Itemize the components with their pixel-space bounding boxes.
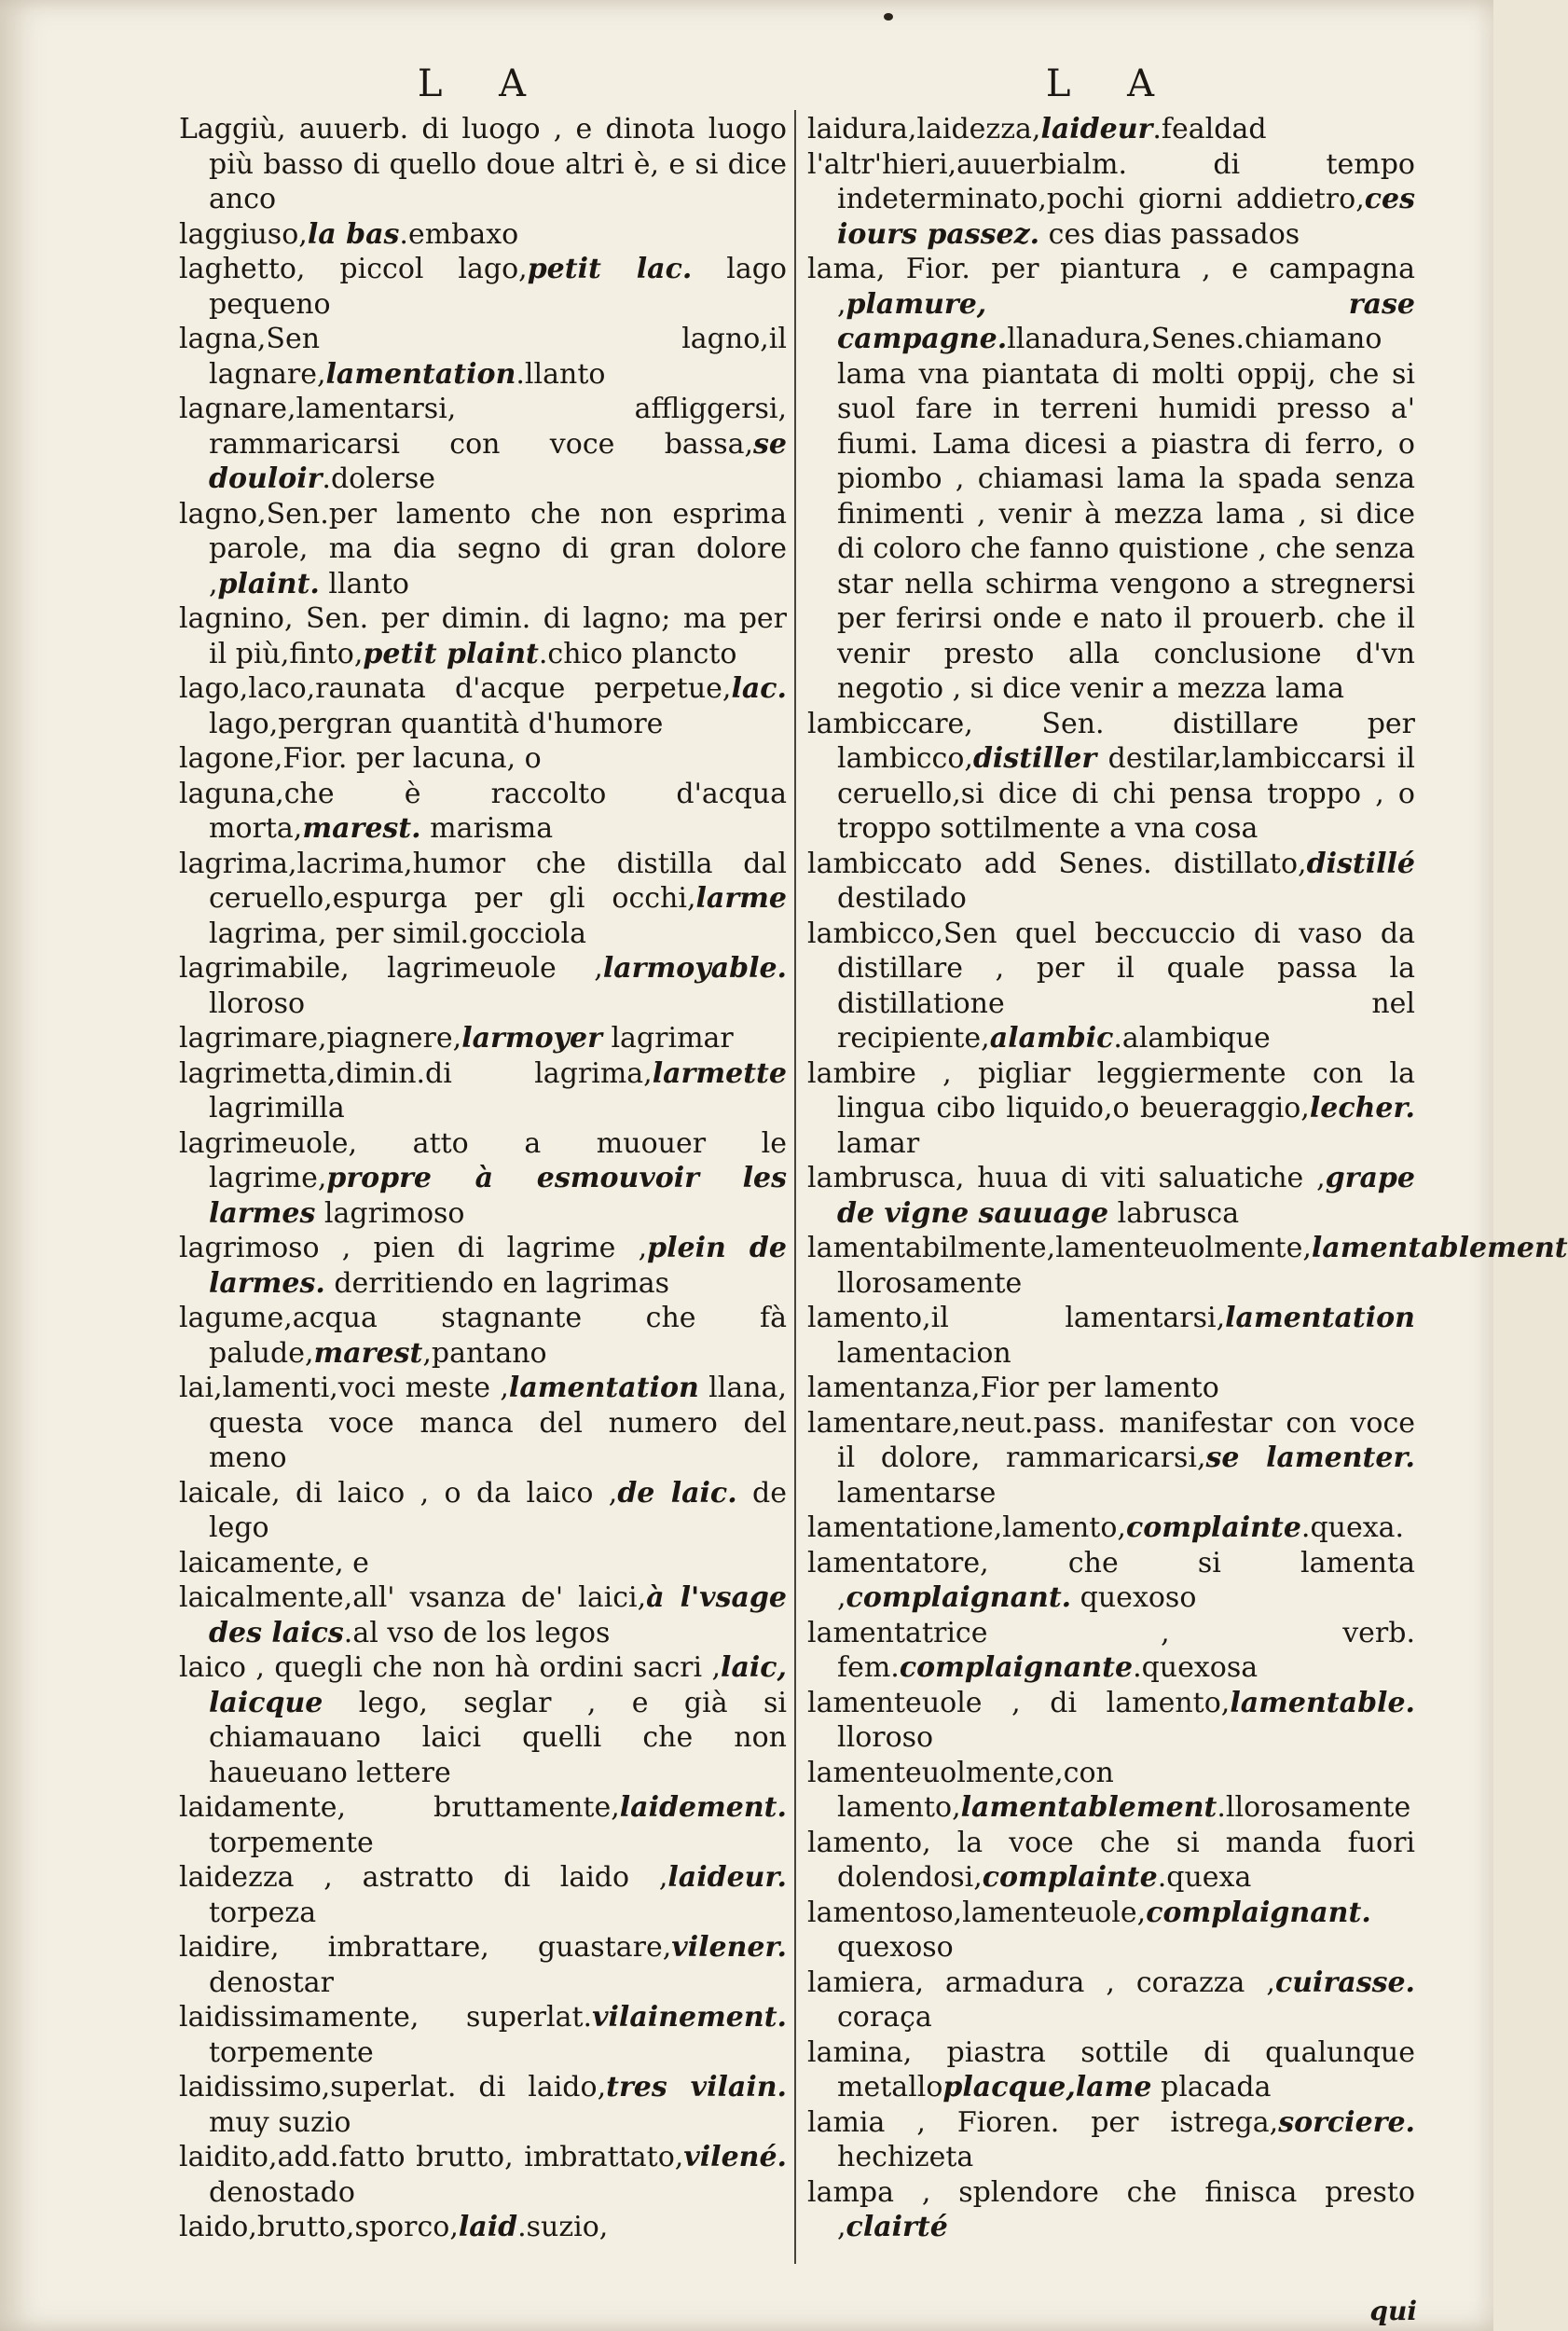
entry-french-translation: lamentablement bbox=[960, 1791, 1217, 1824]
dictionary-entry bbox=[807, 1231, 1568, 1301]
dictionary-entry bbox=[807, 1756, 1415, 1826]
entry-french-translation: marest bbox=[313, 1336, 423, 1370]
entry-italian-text: laidito,add.fatto brutto, imbrattato, bbox=[179, 2141, 684, 2173]
entry-spanish-text: denostar bbox=[209, 1965, 335, 1999]
dictionary-entry bbox=[807, 1896, 1415, 1965]
dictionary-entry bbox=[807, 147, 1415, 253]
entry-spanish-text: lamentacion bbox=[837, 1336, 1011, 1370]
entry-french-translation: complaignante bbox=[899, 1651, 1134, 1684]
dictionary-entry bbox=[179, 2210, 787, 2245]
entry-italian-text: laidire, imbrattare, guastare, bbox=[179, 1931, 672, 1964]
entry-spanish-text: muy suzio bbox=[209, 2105, 351, 2139]
entry-french-translation: larme bbox=[695, 882, 787, 915]
entry-spanish-text: placada bbox=[1151, 2071, 1272, 2103]
entry-french-translation: la bas bbox=[307, 217, 400, 251]
dictionary-entry bbox=[807, 707, 1415, 847]
dictionary-entry bbox=[179, 1021, 787, 1056]
dictionary-entry bbox=[179, 2070, 787, 2140]
dictionary-entry bbox=[179, 112, 787, 217]
entry-spanish-text: .quexa bbox=[1157, 1861, 1252, 1894]
entry-spanish-text: lloroso bbox=[837, 1721, 934, 1754]
entry-french-translation: vilené. bbox=[683, 2141, 787, 2173]
entry-italian-text: lamentanza,Fior per lamento bbox=[807, 1372, 1219, 1404]
dictionary-entry bbox=[807, 2175, 1415, 2245]
entry-italian-text: lamentatrice , verb. fem. bbox=[807, 1616, 1415, 1684]
dictionary-entry bbox=[807, 1301, 1415, 1371]
entry-spanish-text: lagrimilla bbox=[209, 1092, 345, 1124]
entry-italian-text: Laggiù, auuerb. di luogo , e dinota luogo più basso di quello doue altri è, e si dice anco bbox=[179, 113, 787, 215]
dictionary-entry bbox=[807, 2035, 1415, 2105]
entry-spanish-text: .quexosa bbox=[1133, 1651, 1259, 1684]
entry-spanish-text: lagrima, per simil.gocciola bbox=[209, 917, 587, 950]
entry-spanish-text: lloroso bbox=[209, 986, 306, 1020]
entry-french-translation: sorciere. bbox=[1278, 2105, 1415, 2139]
entry-italian-text: lagrimetta,dimin.di lagrima, bbox=[179, 1056, 653, 1090]
entry-french-translation: distillé bbox=[1306, 847, 1415, 880]
right-entries bbox=[807, 112, 1568, 2245]
entry-italian-text: lagnino, Sen. per dimin. di lagno; ma per il più,finto, bbox=[179, 602, 787, 670]
entry-french-translation: placque,lame bbox=[942, 2071, 1152, 2103]
entry-french-translation: laic, laicque bbox=[209, 1651, 787, 1719]
entry-spanish-text: .chico plancto bbox=[538, 637, 737, 670]
entry-italian-text: lagrimeuole, atto a muouer le lagrime, bbox=[179, 1126, 787, 1194]
entry-french-translation: lac. bbox=[731, 672, 787, 705]
entry-italian-text: lamiera, armadura , corazza , bbox=[807, 1965, 1275, 1999]
entry-french-translation: plaint. bbox=[217, 567, 320, 600]
dictionary-entry bbox=[807, 1056, 1415, 1162]
entry-spanish-text: hechizeta bbox=[837, 2141, 974, 2173]
entry-spanish-text: .llanto bbox=[516, 357, 606, 391]
dictionary-entry bbox=[807, 1510, 1415, 1546]
entry-italian-text: lamia , Fioren. per istrega, bbox=[807, 2105, 1279, 2139]
entry-french-translation: se lamenter. bbox=[1205, 1441, 1415, 1474]
entry-french-translation: lamentation bbox=[1225, 1302, 1415, 1334]
left-entries bbox=[179, 112, 787, 2245]
entry-french-translation: grape de vigne sauuage bbox=[837, 1162, 1415, 1230]
entry-italian-text: lamentare,neut.pass. manifestar con voce il dolore, rammaricarsi, bbox=[807, 1406, 1415, 1474]
dictionary-entry bbox=[179, 2140, 787, 2210]
dictionary-entry bbox=[179, 2000, 787, 2070]
dictionary-entry bbox=[807, 1546, 1415, 1616]
entry-spanish-text: .alambique bbox=[1113, 1022, 1271, 1055]
entry-spanish-text: labrusca bbox=[1108, 1196, 1240, 1230]
entry-italian-text: lampa , splendore che finisca presto , bbox=[807, 2175, 1415, 2243]
dictionary-entry bbox=[807, 917, 1415, 1056]
entry-italian-text: laico , quegli che non hà ordini sacri , bbox=[179, 1651, 722, 1684]
entry-italian-text: laicalmente,all' vsanza de' laici, bbox=[179, 1581, 647, 1614]
entry-french-translation: laideur. bbox=[667, 1861, 787, 1894]
entry-spanish-text: destilar,lambiccarsi il ceruello,si dice di chi pensa troppo , o troppo sottilmente a vna cosa bbox=[837, 742, 1415, 845]
entry-french-translation: larmette bbox=[652, 1056, 787, 1090]
dictionary-entry bbox=[807, 1965, 1415, 2035]
entry-french-translation: laidement. bbox=[619, 1791, 787, 1824]
entry-french-translation: larmoyable. bbox=[602, 952, 787, 985]
entry-italian-text: lagrimare,piagnere, bbox=[179, 1022, 462, 1055]
entry-italian-text: lamentabilmente,lamenteuolmente, bbox=[807, 1232, 1312, 1264]
entry-french-translation: lamentation bbox=[325, 357, 516, 391]
entry-italian-text: l'altr'hieri,auuerbialm. di tempo indeterminato,pochi giorni addietro, bbox=[807, 147, 1415, 215]
ink-speck bbox=[884, 13, 893, 21]
entry-french-translation: marest. bbox=[302, 812, 421, 845]
dictionary-entry bbox=[179, 1930, 787, 2000]
entry-spanish-text: torpeza bbox=[209, 1896, 317, 1929]
dictionary-entry bbox=[807, 847, 1415, 917]
entry-italian-text: lamenteuolmente,con lamento, bbox=[807, 1756, 1114, 1824]
entry-french-translation: lecher. bbox=[1309, 1092, 1415, 1124]
catchword: qui bbox=[1369, 2296, 1417, 2326]
dictionary-entry bbox=[807, 1616, 1415, 1686]
dictionary-entry bbox=[179, 1860, 787, 1930]
entry-french-translation: clairté bbox=[846, 2211, 948, 2243]
dictionary-entry bbox=[807, 1371, 1415, 1406]
dictionary-entry bbox=[179, 217, 787, 253]
dictionary-entry bbox=[807, 2105, 1415, 2175]
dictionary-entry bbox=[179, 777, 787, 847]
entry-italian-text: laidissimamente, superlat. bbox=[179, 2001, 593, 2034]
entry-spanish-text: lago pequeno bbox=[209, 253, 787, 321]
dictionary-entry bbox=[179, 1546, 787, 1581]
dictionary-entry bbox=[807, 1686, 1415, 1756]
entry-italian-text: lagna,Sen lagno,il lagnare, bbox=[179, 323, 787, 391]
entry-spanish-text: ,pantano bbox=[422, 1336, 547, 1370]
entry-french-translation: tres vilain. bbox=[606, 2071, 787, 2103]
entry-italian-text: lagume,acqua stagnante che fà palude, bbox=[179, 1302, 787, 1370]
entry-italian-text: lagno,Sen.per lamento che non esprima parole, ma dia segno di gran dolore , bbox=[179, 497, 787, 600]
entry-italian-text: lagrima,lacrima,humor che distilla dal ceruello,espurga per gli occhi, bbox=[179, 847, 787, 915]
entry-italian-text: laguna,che è raccolto d'acqua morta, bbox=[179, 777, 787, 845]
entry-spanish-text: marisma bbox=[420, 812, 554, 845]
entry-italian-text: lagrimabile, lagrimeuole , bbox=[179, 952, 603, 985]
entry-french-translation: vilainement. bbox=[592, 2001, 787, 2034]
dictionary-entry bbox=[179, 1371, 787, 1476]
entry-spanish-text: torpemente bbox=[209, 1826, 374, 1859]
entry-french-translation: alambic bbox=[989, 1022, 1114, 1055]
dictionary-entry bbox=[179, 497, 787, 602]
entry-italian-text: laicale, di laico , o da laico , bbox=[179, 1476, 618, 1510]
entry-spanish-text: .dolerse bbox=[322, 462, 436, 495]
dictionary-entry bbox=[179, 252, 787, 322]
dictionary-entry bbox=[807, 1826, 1415, 1896]
entry-italian-text: laicamente, e bbox=[179, 1546, 369, 1579]
entry-french-translation: propre à esmouvoir les larmes bbox=[209, 1162, 787, 1230]
entry-spanish-text: .suzio, bbox=[517, 2211, 609, 2243]
entry-french-translation: plamure, rase campagne. bbox=[837, 287, 1415, 355]
entry-spanish-text: llorosamente bbox=[837, 1266, 1023, 1300]
entry-spanish-text: llana, questa voce manca del numero del meno bbox=[209, 1372, 787, 1474]
entry-spanish-text: destilado bbox=[837, 882, 967, 915]
entry-french-translation: petit plaint bbox=[363, 637, 539, 670]
entry-french-translation: petit lac. bbox=[527, 253, 693, 285]
entry-spanish-text: lago,pergran quantità d'humore bbox=[209, 707, 664, 740]
entry-italian-text: lamina, piastra sottile di qualunque metallo bbox=[807, 2035, 1415, 2103]
entry-french-translation: ces iours passez. bbox=[837, 183, 1415, 251]
entry-french-translation: complainte bbox=[1125, 1511, 1301, 1544]
entry-spanish-text: quexoso bbox=[837, 1931, 954, 1964]
entry-spanish-text: .quexa. bbox=[1300, 1511, 1405, 1544]
entry-french-translation: cuirasse. bbox=[1274, 1965, 1415, 1999]
entry-spanish-text: lagrimar bbox=[601, 1022, 734, 1055]
dictionary-entry bbox=[179, 1126, 787, 1232]
entry-italian-text: laido,brutto,sporco, bbox=[179, 2211, 459, 2243]
right-running-header: L A bbox=[1045, 62, 1177, 105]
dictionary-entry bbox=[179, 741, 787, 777]
entry-spanish-text: llanadura,Senes.chiamano lama vna piantata di molti oppij, che si suol fare in terreni humidi presso a' fiumi. Lama dicesi a piastra di ferro, o piombo , chiamasi lama la spada senza finimenti , venir à mezza lama , si dice di coloro che fanno quistione , che senza star nella schirma vengono a stregnersi per ferirsi onde e nato il prouerb. che il venir presto alla conclusione d'vn negotio , si dice venir a mezza lama bbox=[837, 323, 1415, 705]
column-divider bbox=[794, 110, 796, 2264]
entry-spanish-text: torpemente bbox=[209, 2035, 374, 2069]
left-column bbox=[179, 56, 787, 2245]
entry-french-translation: laideur bbox=[1040, 113, 1153, 145]
dictionary-entry bbox=[179, 1650, 787, 1790]
entry-spanish-text: lagrimoso bbox=[315, 1196, 465, 1230]
dictionary-entry bbox=[179, 1056, 787, 1126]
dictionary-entry bbox=[179, 1231, 787, 1301]
entry-spanish-text: quexoso bbox=[1071, 1581, 1197, 1614]
entry-french-translation: distiller bbox=[972, 742, 1097, 775]
entry-italian-text: lagone,Fior. per lacuna, o bbox=[179, 742, 542, 775]
entry-italian-text: lambire , pigliar leggiermente con la lingua cibo liquido,o beueraggio, bbox=[807, 1056, 1415, 1124]
dictionary-entry bbox=[179, 1790, 787, 1860]
dictionary-entry bbox=[179, 1476, 787, 1546]
entry-spanish-text: lego, seglar , e già si chiamauano laici quelli che non haueuano lettere bbox=[209, 1686, 787, 1789]
left-running-header: L A bbox=[417, 62, 549, 105]
entry-italian-text: lamentatione,lamento, bbox=[807, 1511, 1126, 1544]
entry-italian-text: lambrusca, huua di viti saluatiche , bbox=[807, 1162, 1326, 1194]
entry-italian-text: lambiccare, Sen. distillare per lambicco, bbox=[807, 707, 1415, 775]
entry-italian-text: laidamente, bruttamente, bbox=[179, 1791, 620, 1824]
entry-spanish-text: de lego bbox=[209, 1476, 787, 1544]
entry-spanish-text: coraça bbox=[837, 2001, 932, 2034]
entry-italian-text: laghetto, piccol lago, bbox=[179, 253, 528, 285]
dictionary-entry bbox=[807, 112, 1415, 147]
entry-french-translation: lamentation bbox=[508, 1372, 699, 1404]
dictionary-entry bbox=[807, 252, 1415, 707]
entry-french-translation: laid bbox=[458, 2211, 518, 2243]
right-column bbox=[807, 56, 1568, 2245]
entry-italian-text: lago,laco,raunata d'acque perpetue, bbox=[179, 672, 732, 705]
dictionary-entry bbox=[179, 601, 787, 671]
entry-french-translation: lamentable. bbox=[1230, 1686, 1415, 1719]
entry-spanish-text: .fealdad bbox=[1152, 113, 1267, 145]
entry-italian-text: lamento,il lamentarsi, bbox=[807, 1302, 1226, 1334]
dictionary-entry bbox=[179, 392, 787, 497]
entry-spanish-text: .embaxo bbox=[399, 217, 519, 251]
entry-french-translation: lamentablement bbox=[1311, 1232, 1568, 1264]
entry-spanish-text: derritiendo en lagrimas bbox=[324, 1266, 670, 1300]
entry-italian-text: lamento, la voce che si manda fuori dolendosi, bbox=[807, 1826, 1415, 1894]
dictionary-entry bbox=[179, 671, 787, 741]
entry-french-translation: larmoyer bbox=[461, 1022, 602, 1055]
entry-italian-text: lama, Fior. per piantura , e campagna , bbox=[807, 253, 1415, 321]
dictionary-entry bbox=[807, 1161, 1415, 1231]
entry-italian-text: laidezza , astratto di laido , bbox=[179, 1861, 668, 1894]
entry-spanish-text: .llorosamente bbox=[1217, 1791, 1411, 1824]
entry-spanish-text: llanto bbox=[319, 567, 409, 600]
dictionary-entry bbox=[179, 322, 787, 392]
dictionary-entry bbox=[179, 1580, 787, 1650]
entry-french-translation: complainte bbox=[982, 1861, 1158, 1894]
entry-italian-text: lagrimoso , pien di lagrime , bbox=[179, 1232, 648, 1264]
dictionary-entry bbox=[179, 1301, 787, 1371]
dictionary-entry bbox=[179, 847, 787, 952]
entry-spanish-text: lamar bbox=[837, 1126, 920, 1160]
entry-french-translation: à l'vsage des laics bbox=[209, 1581, 787, 1649]
entry-spanish-text: lamentarse bbox=[837, 1476, 997, 1510]
dictionary-entry bbox=[807, 1406, 1415, 1511]
entry-french-translation: complaignant. bbox=[846, 1581, 1072, 1614]
entry-italian-text: lai,lamenti,voci meste , bbox=[179, 1372, 509, 1404]
entry-french-translation: se douloir bbox=[209, 427, 787, 495]
dictionary-entry bbox=[179, 951, 787, 1021]
entry-french-translation: plein de larmes. bbox=[209, 1232, 787, 1300]
entry-italian-text: lamenteuole , di lamento, bbox=[807, 1686, 1231, 1719]
entry-italian-text: lamentoso,lamenteuole, bbox=[807, 1896, 1147, 1929]
entry-italian-text: laidissimo,superlat. di laido, bbox=[179, 2071, 607, 2103]
entry-spanish-text: denostado bbox=[209, 2175, 355, 2209]
entry-spanish-text: ces dias passados bbox=[1039, 217, 1300, 251]
entry-italian-text: lamentatore, che si lamenta , bbox=[807, 1546, 1415, 1614]
entry-italian-text: laidura,laidezza, bbox=[807, 113, 1041, 145]
entry-italian-text: lambiccato add Senes. distillato, bbox=[807, 847, 1307, 880]
entry-french-translation: de laic. bbox=[617, 1476, 737, 1510]
entry-french-translation: complaignant. bbox=[1146, 1896, 1371, 1929]
entry-italian-text: lambicco,Sen quel beccuccio di vaso da distillare , per il quale passa la distillatione nel recipiente, bbox=[807, 917, 1415, 1055]
entry-spanish-text: .al vso de los legos bbox=[343, 1616, 611, 1649]
entry-italian-text: laggiuso, bbox=[179, 217, 308, 251]
entry-italian-text: lagnare,lamentarsi, affliggersi, rammaricarsi con voce bassa, bbox=[179, 393, 787, 461]
entry-french-translation: vilener. bbox=[671, 1931, 787, 1964]
